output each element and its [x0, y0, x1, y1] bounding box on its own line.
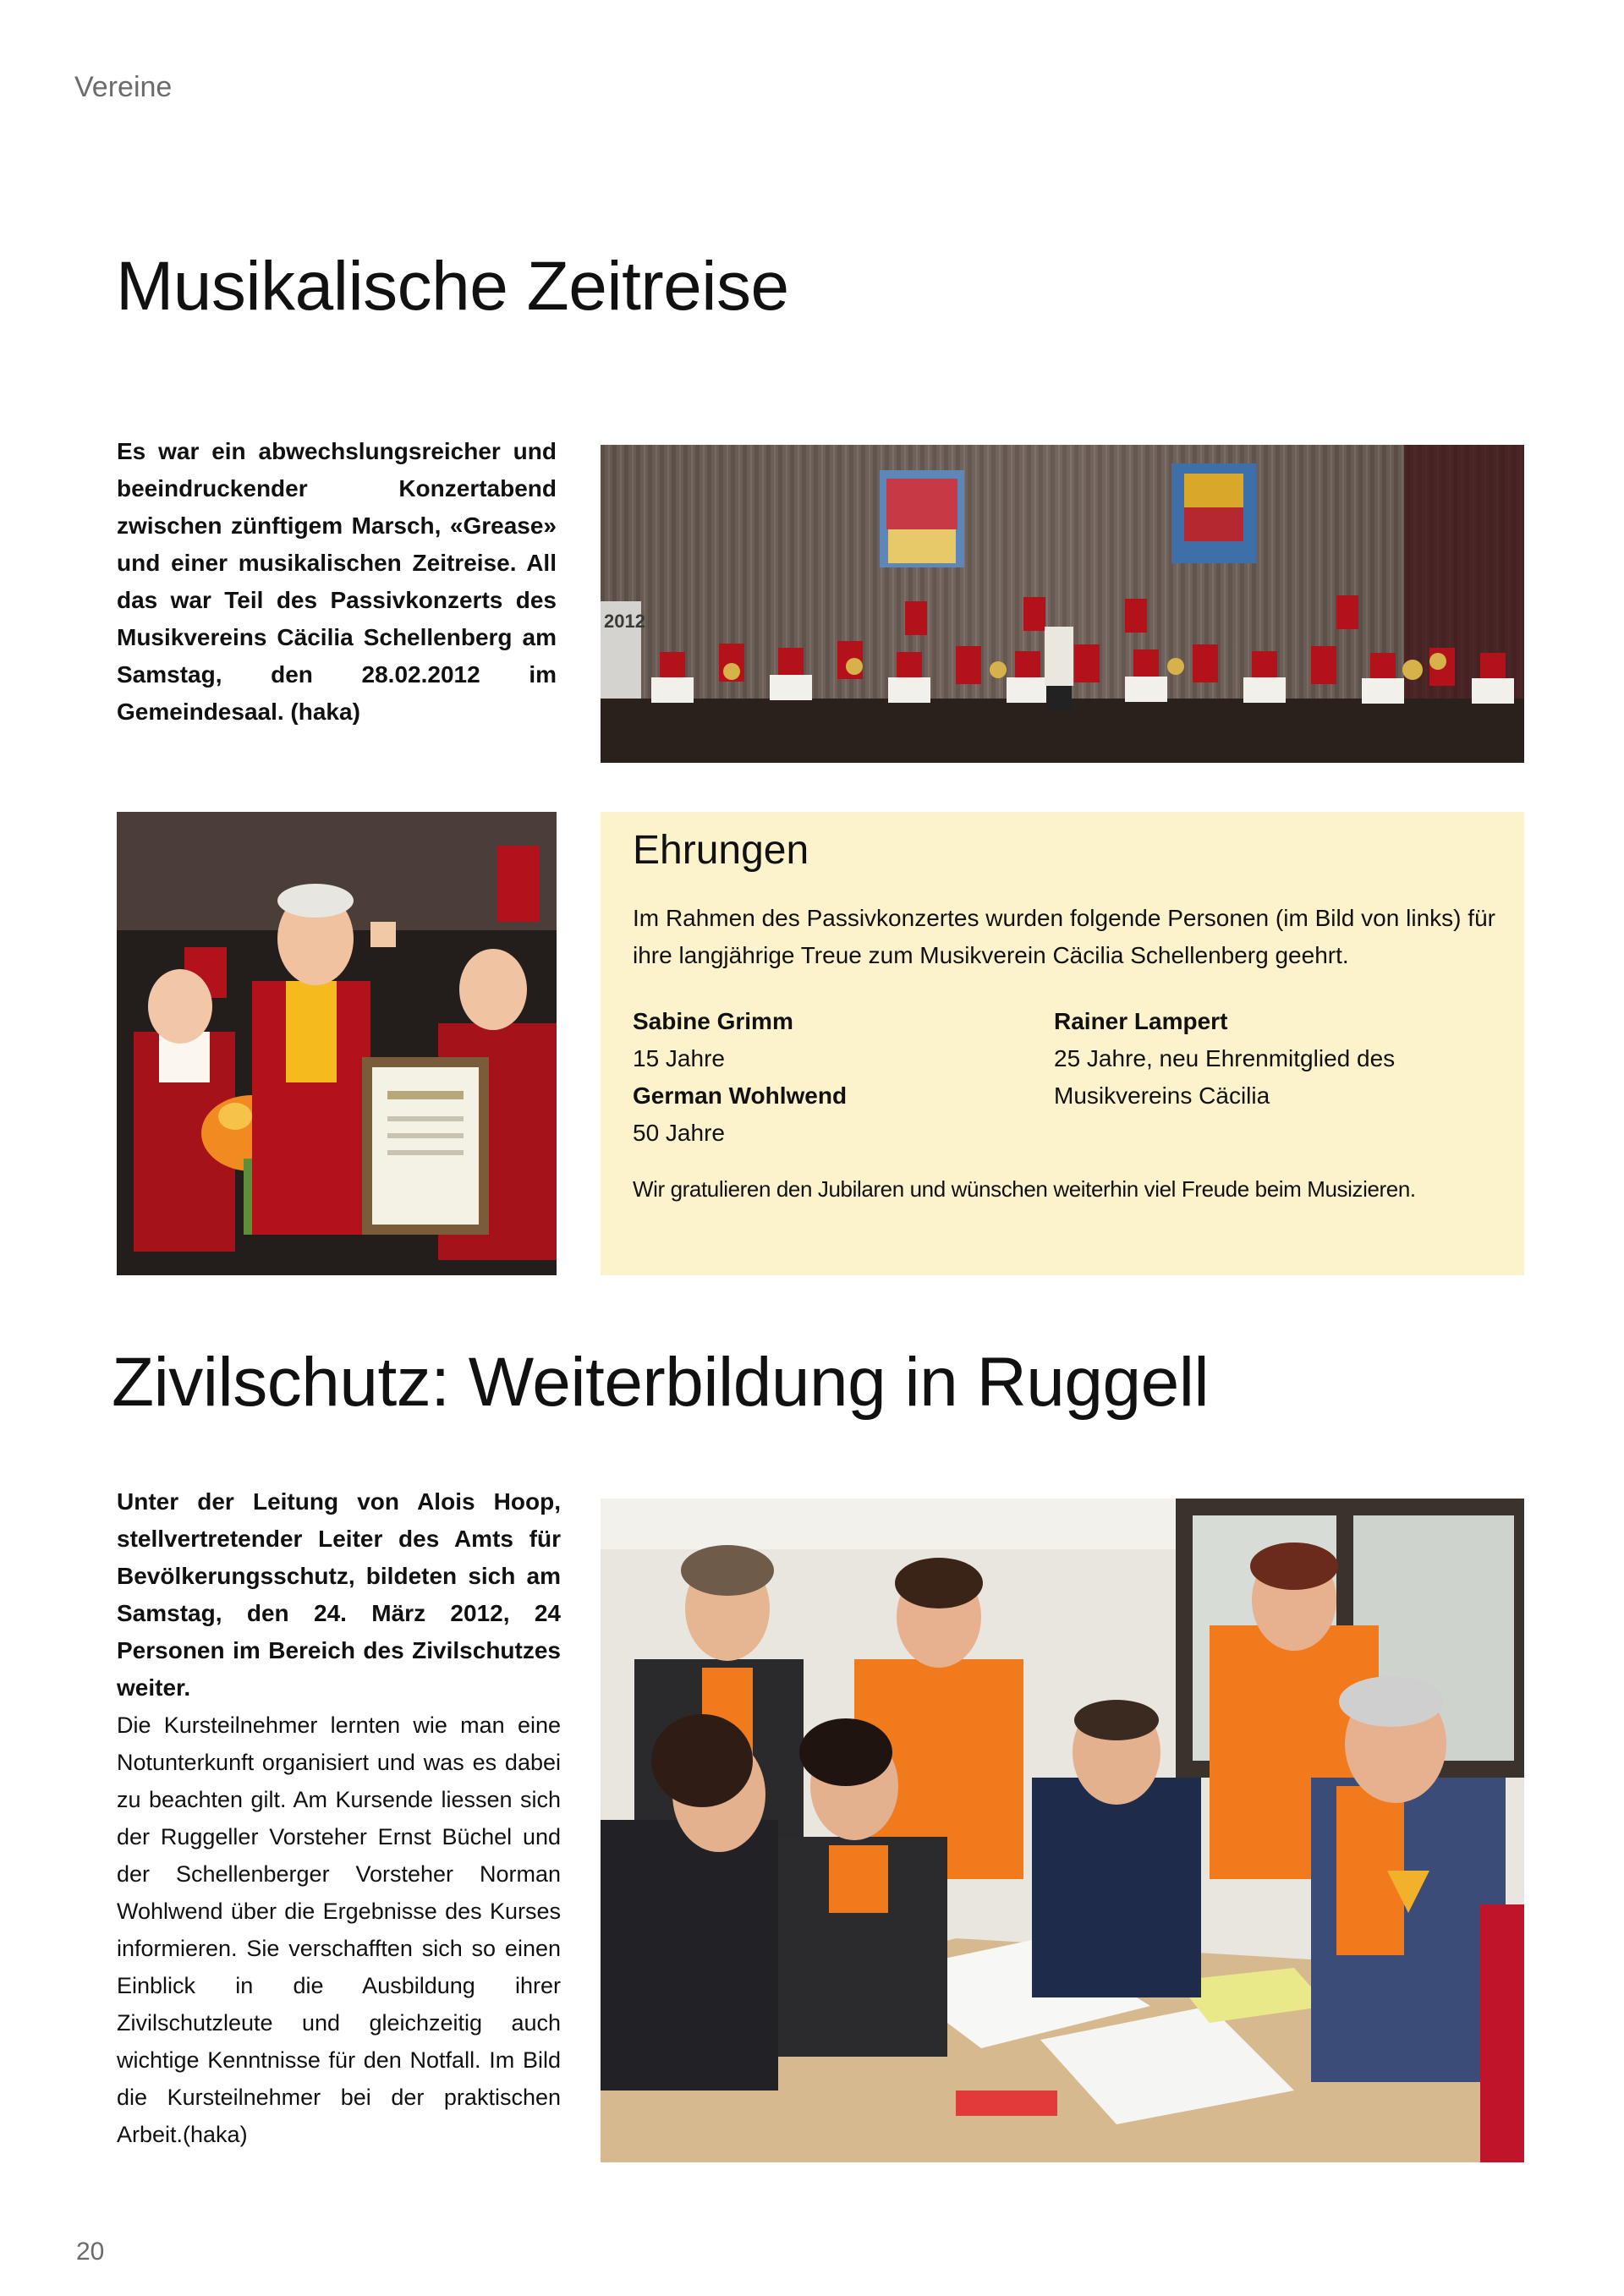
honoree-name: Sabine Grimm: [633, 1008, 793, 1034]
honors-box: [601, 812, 1524, 1275]
honorees-photo: [117, 812, 557, 1275]
banner-2012: 2012: [604, 611, 645, 632]
honoree-name: German Wohlwend: [633, 1082, 848, 1109]
concert-photo: [601, 445, 1524, 763]
honoree-column-right: [1054, 1003, 1443, 1115]
page-number: 20: [76, 2238, 105, 2266]
article-title: Musikalische Zeitreise: [116, 248, 789, 325]
article-intro: Es war ein abwechslungsreicher und beeindruckender Konzertabend zwischen zünftigem Marsch, «Grease» und einer musikalischen Zeitreise. All das war Teil des Passivkonzerts des Musikvereins Cäcilia Schellenberg am Samstag, den 28.02.2012 im Gemeindesaal. (haka): [117, 438, 557, 725]
honoree-detail: 25 Jahre, neu Ehrenmitglied des Musikvereins Cäcilia: [1054, 1045, 1396, 1109]
section-label: Vereine: [74, 71, 173, 103]
article-text: Die Kursteilnehmer lernten wie man eine Notunterkunft organisiert und was es dabei zu beachten gilt. Am Kursende liessen sich der Ruggeller Vorsteher Ernst Büchel und der Schellenberger Vorsteher Norman Wohlwend über die Ergebnisse des Kurses informieren. Sie verschafften sich so einen Einblick in die Ausbildung ihrer Zivilschutzleute und gleichzeitig auch wichtige Kenntnisse für den Notfall. Im Bild die Kursteilnehmer bei der praktischen Arbeit.(haka): [117, 1712, 561, 2147]
honors-text: Im Rahmen des Passivkonzertes wurden folgende Personen (im Bild von links) für ihre langjährige Treue zum Musikverein Cäcilia Schellenberg geehrt.: [633, 905, 1495, 968]
honoree-column-left: [633, 1003, 1005, 1152]
article-title: Zivilschutz: Weiterbildung in Ruggell: [112, 1344, 1210, 1421]
honoree-detail: 50 Jahre: [633, 1120, 725, 1146]
honoree-detail: 15 Jahre: [633, 1045, 725, 1071]
honors-title: Ehrungen: [633, 828, 809, 873]
honoree-name: Rainer Lampert: [1054, 1008, 1228, 1034]
training-photo: [601, 1499, 1524, 2162]
article-body: [117, 1483, 561, 2153]
article-lead: Unter der Leitung von Alois Hoop, stellvertretender Leiter des Amts für Bevölkerungsschutz, bildeten sich am Samstag, den 24. März 2012, 24 Personen im Bereich des Zivilschutzes weiter.: [117, 1488, 561, 1701]
honors-closing: Wir gratulieren den Jubilaren und wünschen weiterhin viel Freude beim Musizieren.: [633, 1176, 1416, 1202]
